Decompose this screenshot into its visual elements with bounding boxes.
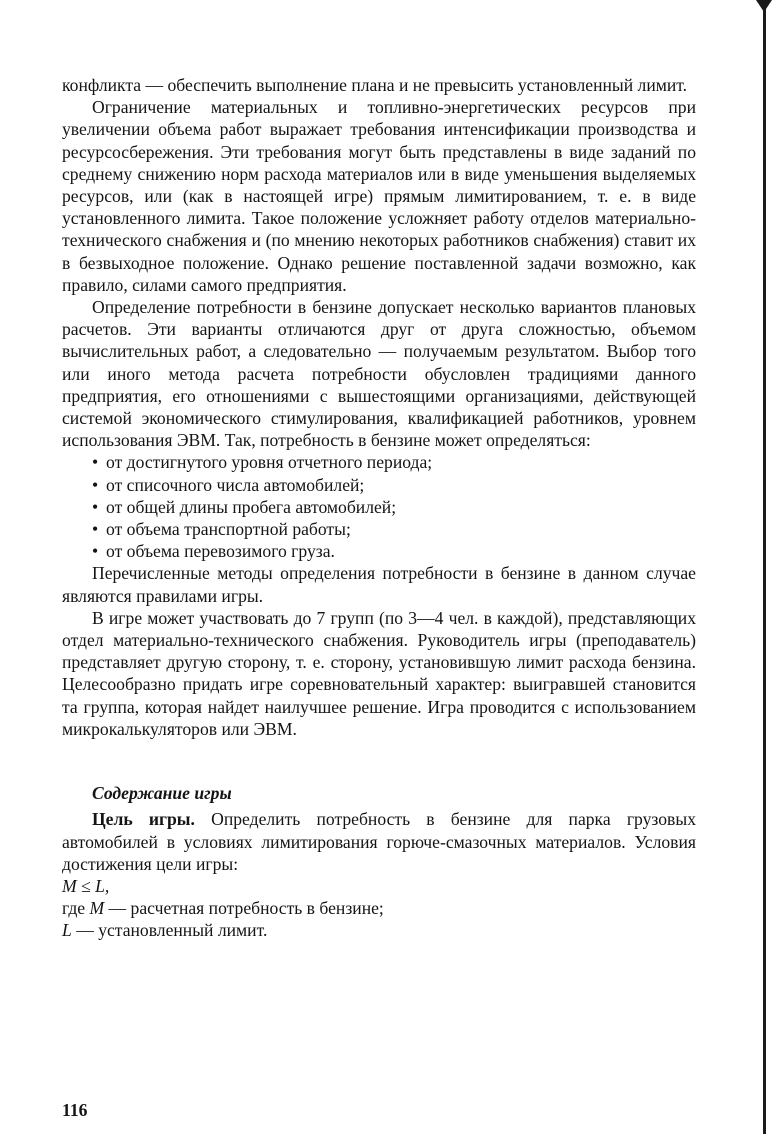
where-word: где — [62, 898, 90, 919]
paragraph-game-rules: Перечисленные методы определения потребности в бензине в данном случае являются правилами игры. — [62, 563, 696, 606]
paragraph-participants: В игре может участвовать до 7 групп (по 3—4 чел. в каждой), представляющих отдел материально-технического снабжения. Руководитель игры (преподаватель) представляет другую сторону, т. е. сторону, установившую лимит расхода бензина. Целесообразно придать игре соревновательный характер: выигравшей становится та группа, которая найдет наилучшее решение. Игра проводится с использованием микрокалькуляторов или ЭВМ. — [62, 607, 696, 739]
methods-list — [62, 451, 696, 562]
paragraph-continuation: конфликта — обеспечить выполнение плана и не превысить установленный лимит. — [62, 75, 688, 95]
definition-l — [62, 919, 696, 941]
paragraph-calculation-methods: Определение потребности в бензине допускает несколько вариантов плановых расчетов. Эти варианты отличаются друг от друга сложностью, объемом вычислительных работ, а следовательно — получаемым результатом. Выбор того или иного метода расчета потребности обусловлен традициями данного предприятия, его отношениями с вышестоящими организациями, действующей системой экономического стимулирования, квалификацией работников, уровнем использования ЭВМ. Так, потребность в бензине может определяться: — [62, 297, 696, 451]
page-number: 116 — [62, 1100, 88, 1120]
list-item: • от объема транспортной работы; — [92, 518, 696, 540]
definition-m — [62, 897, 696, 919]
definition-m-text: — расчетная потребность в бензине; — [104, 898, 384, 919]
formula: M ≤ L, — [62, 875, 110, 896]
list-item: • от достигнутого уровня отчетного периода; — [92, 451, 696, 473]
page-body — [62, 74, 696, 942]
variable-m: M — [89, 898, 105, 919]
definition-l-text: — установленный лимит. — [71, 920, 268, 941]
paragraph-resource-limits: Ограничение материальных и топливно-энергетических ресурсов при увеличении объема работ выражает требования интенсификации производства и ресурсосбережения. Эти требования могут быть представлены в виде заданий по среднему снижению норм расхода материалов или в виде уменьшения выделяемых ресурсов, или (как в настоящей игре) прямым лимитированием, т. е. в виде установленного лимита. Такое положение усложняет работу отделов материально-технического снабжения и (по мнению некоторых работников снабжения) ставит их в безвыходное положение. Однако решение поставленной задачи возможно, как правило, силами самого предприятия. — [62, 97, 696, 295]
list-item: • от списочного числа автомобилей; — [92, 474, 696, 496]
section-heading: Содержание игры — [92, 783, 232, 804]
goal-text: Определить потребность в бензине для парка грузовых автомобилей в условиях лимитирования горюче-смазочных материалов. Условия достижения цели игры: — [62, 809, 696, 874]
list-item: • от общей длины пробега автомобилей; — [92, 496, 696, 518]
list-item: • от объема перевозимого груза. — [92, 540, 696, 562]
goal-label: Цель игры. — [92, 809, 195, 830]
paragraph-game-goal — [62, 808, 696, 875]
page-edge-rule — [763, 6, 766, 1134]
variable-l: L — [62, 920, 72, 941]
